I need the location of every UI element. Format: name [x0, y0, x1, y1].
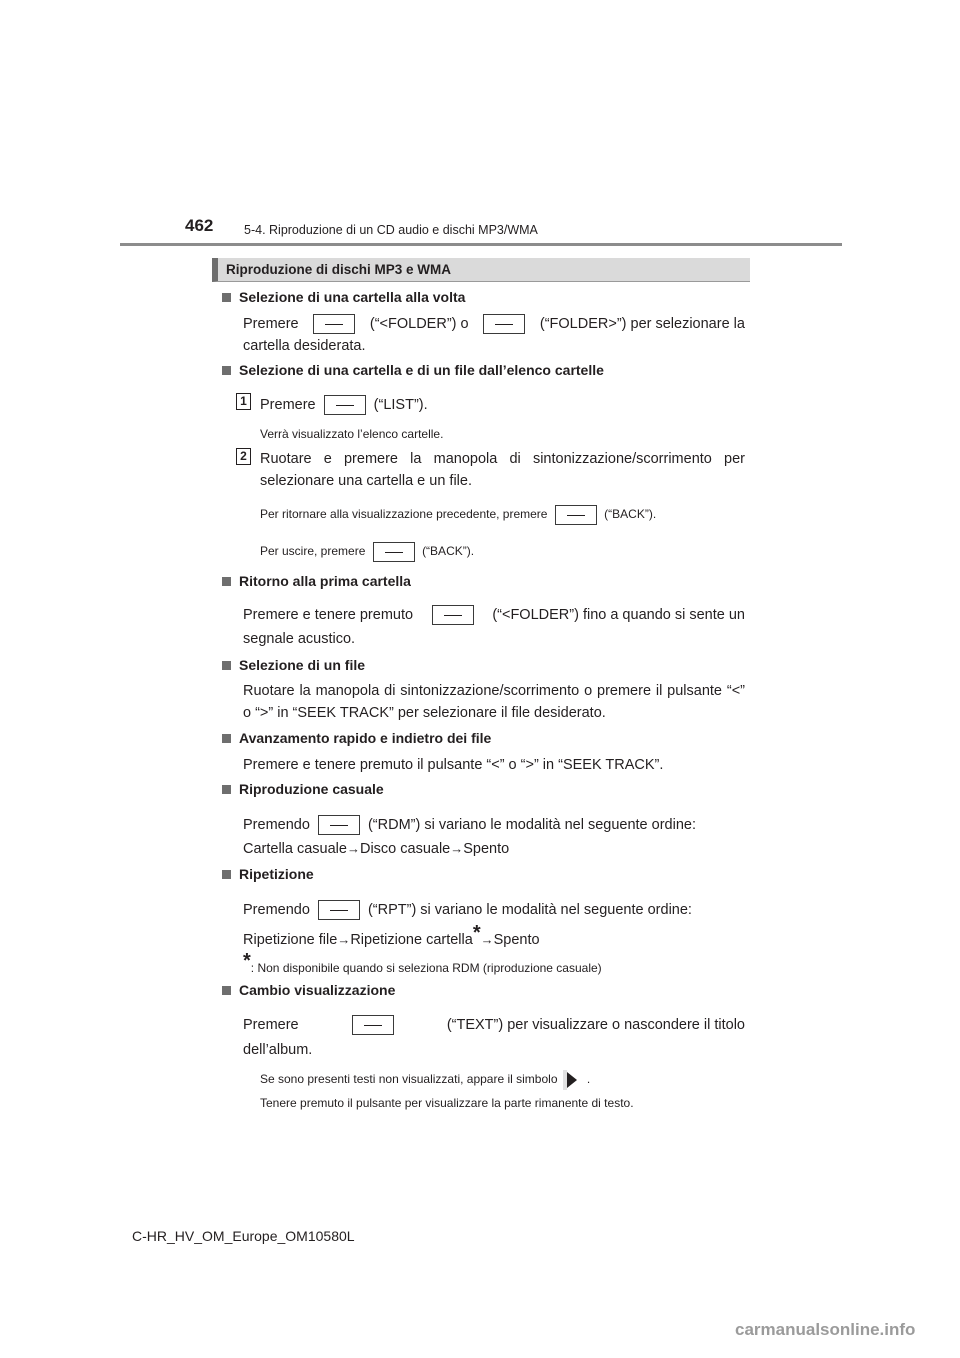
- document-code: C-HR_HV_OM_Europe_OM10580L: [132, 1228, 355, 1244]
- heading-text: Ripetizione: [239, 866, 314, 882]
- heading-display: [222, 982, 395, 998]
- note-hold-button: Tenere premuto il pulsante per visualizzare la parte rimanente di testo.: [260, 1096, 634, 1110]
- heading-text: Selezione di una cartella alla volta: [239, 289, 466, 305]
- step-number-2: 2: [236, 448, 251, 465]
- heading-random: [222, 781, 384, 797]
- folder-prev-button-icon: [432, 605, 474, 625]
- more-text-arrow-icon: [567, 1072, 577, 1088]
- watermark: carmanualsonline.info: [735, 1320, 916, 1339]
- paragraph-folder-select: Premere (“<FOLDER”) o (“FOLDER>”) per selezionare la cartella desiderata.: [243, 316, 745, 354]
- random-sequence: Cartella casuale→Disco casuale→Spento: [243, 841, 510, 857]
- footnote-star: *: [472, 922, 481, 944]
- heading-text: Cambio visualizzazione: [239, 982, 396, 998]
- bullet-square-icon: [222, 986, 231, 995]
- text-button-icon: [352, 1015, 394, 1035]
- heading-repeat: [222, 866, 314, 882]
- header-divider: [120, 243, 842, 246]
- bullet-square-icon: [222, 366, 231, 375]
- paragraph-repeat: Premendo (“RPT”) si variano le modalità nel seguente ordine:: [243, 899, 745, 921]
- heading-text: Avanzamento rapido e indietro dei file: [239, 730, 492, 746]
- arrow-right-icon: →: [450, 841, 464, 856]
- heading-text: Selezione di un file: [239, 657, 366, 673]
- paragraph-random: Premendo (“RDM”) si variano le modalità nel seguente ordine:: [243, 814, 745, 836]
- section-title-bar: [212, 258, 750, 282]
- heading-folder-select: [222, 289, 465, 305]
- step-number-1: 1: [236, 393, 251, 410]
- note-hidden-text: Se sono presenti testi non visualizzati, appare il simbolo .: [260, 1072, 591, 1087]
- repeat-sequence: Ripetizione file→Ripetizione cartella*→Spento: [243, 922, 540, 948]
- bullet-square-icon: [222, 734, 231, 743]
- folder-next-button-icon: [483, 314, 525, 334]
- paragraph-first-folder: Premere e tenere premuto (“<FOLDER”) fino a quando si sente un segnale acustico.: [243, 607, 745, 647]
- bullet-square-icon: [222, 293, 231, 302]
- arrow-right-icon: →: [480, 932, 494, 947]
- rdm-button-icon: [318, 815, 360, 835]
- heading-first-folder: [222, 573, 411, 589]
- rpt-button-icon: [318, 900, 360, 920]
- heading-file-select: [222, 657, 365, 673]
- step-1-text: Premere (“LIST”).: [260, 394, 745, 416]
- folder-prev-button-icon: [313, 314, 355, 334]
- heading-folder-list: [222, 362, 604, 378]
- bullet-square-icon: [222, 785, 231, 794]
- paragraph-fast-forward: Premere e tenere premuto il pulsante “<” o “>” in “SEEK TRACK”.: [243, 757, 664, 773]
- note-exit: Per uscire, premere (“BACK”).: [260, 542, 474, 562]
- note-back: Per ritornare alla visualizzazione precedente, premere (“BACK”).: [260, 505, 656, 525]
- bullet-square-icon: [222, 661, 231, 670]
- chapter-title: 5-4. Riproduzione di un CD audio e dischi MP3/WMA: [244, 223, 538, 237]
- arrow-right-icon: →: [337, 932, 351, 947]
- back-button-icon: [373, 542, 415, 562]
- paragraph-display: Premere (“TEXT”) per visualizzare o nascondere il titolo dell’album.: [243, 1017, 745, 1058]
- page-number: 462: [185, 216, 214, 235]
- list-button-icon: [324, 395, 366, 415]
- back-button-icon: [555, 505, 597, 525]
- section-title: Riproduzione di dischi MP3 e WMA: [226, 262, 452, 277]
- heading-text: Riproduzione casuale: [239, 781, 384, 797]
- step-1-note: Verrà visualizzato l’elenco cartelle.: [260, 427, 444, 441]
- step-2-text: Ruotare e premere la manopola di sintonizzazione/scorrimento per selezionare una cartella e un file.: [260, 451, 745, 489]
- paragraph-file-select: Ruotare la manopola di sintonizzazione/scorrimento o premere il pulsante “<” o “>” in “SEEK TRACK” per selezionare il file desiderato.: [243, 683, 745, 721]
- heading-text: Selezione di una cartella e di un file dall’elenco cartelle: [239, 362, 604, 378]
- heading-text: Ritorno alla prima cartella: [239, 573, 411, 589]
- heading-fast-forward: [222, 730, 491, 746]
- repeat-footnote: *: Non disponibile quando si seleziona RDM (riproduzione casuale): [243, 950, 602, 975]
- bullet-square-icon: [222, 577, 231, 586]
- arrow-right-icon: →: [346, 841, 360, 856]
- bullet-square-icon: [222, 870, 231, 879]
